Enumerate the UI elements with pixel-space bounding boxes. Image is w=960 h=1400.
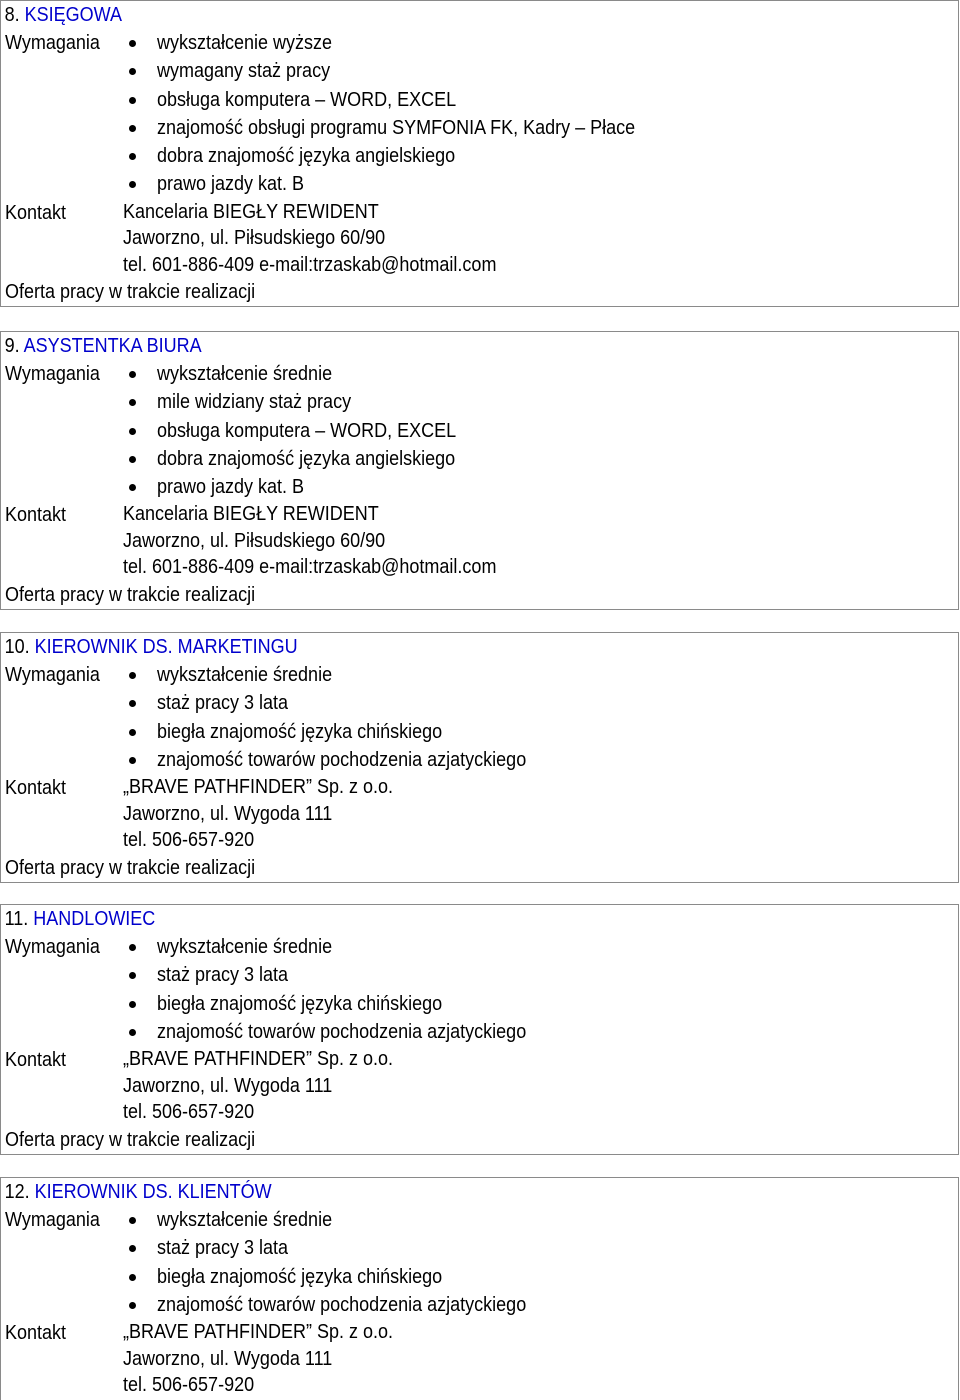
contact-label: Kontakt (5, 201, 67, 224)
bullet-icon (129, 1302, 136, 1309)
offer-number: 8. (4, 4, 20, 26)
requirement-item: znajomość towarów pochodzenia azjatyckiego (123, 746, 567, 774)
bullet-icon (129, 428, 136, 435)
contact-row (1, 774, 958, 854)
contact-company: „BRAVE PATHFINDER” Sp. z o.o. (123, 1048, 394, 1071)
job-offer (0, 632, 959, 883)
contact-phone: tel. 506-657-920 (123, 829, 255, 852)
offer-number: 11. (4, 908, 29, 930)
requirements-row (1, 360, 958, 501)
bullet-icon (129, 700, 136, 707)
job-offer (0, 1177, 959, 1400)
offer-status: Oferta pracy w trakcie realizacji (5, 1128, 256, 1151)
bullet-icon (129, 757, 136, 764)
offer-title (1, 1, 862, 29)
contact-details (123, 199, 538, 279)
requirement-item: dobra znajomość języka angielskiego (123, 445, 489, 473)
contact-phone-email: tel. 601-886-409 e-mail:trzaskab@hotmail.com (123, 556, 497, 579)
requirements-label: Wymagania (5, 363, 100, 385)
offer-number: 12. (4, 1181, 30, 1203)
requirements-row (1, 1206, 958, 1319)
offer-title (1, 1178, 862, 1206)
bullet-icon (129, 97, 136, 104)
requirement-item: prawo jazdy kat. B (123, 473, 489, 501)
requirement-item: dobra znajomość języka angielskiego (123, 142, 688, 170)
requirement-item: wykształcenie średnie (123, 661, 567, 689)
requirements-row (1, 661, 958, 774)
requirements-label: Wymagania (5, 32, 100, 54)
bullet-icon (129, 1274, 136, 1281)
contact-row (1, 199, 958, 279)
bullet-icon (129, 484, 136, 491)
offer-position: KIEROWNIK DS. MARKETINGU (34, 636, 298, 658)
contact-address: Jaworzno, ul. Wygoda 111 (123, 802, 333, 825)
requirement-item: prawo jazdy kat. B (123, 170, 688, 198)
bullet-icon (129, 972, 136, 979)
requirement-item: wykształcenie średnie (123, 933, 567, 961)
contact-address: Jaworzno, ul. Piłsudskiego 60/90 (123, 227, 386, 250)
bullet-icon (129, 1217, 136, 1224)
requirement-item: mile widziany staż pracy (123, 388, 489, 416)
contact-phone: tel. 506-657-920 (123, 1101, 255, 1124)
offer-status: Oferta pracy w trakcie realizacji (5, 281, 256, 304)
bullet-icon (129, 181, 136, 188)
requirement-item: obsługa komputera – WORD, EXCEL (123, 86, 688, 114)
offer-position: KIEROWNIK DS. KLIENTÓW (34, 1181, 272, 1203)
offer-status: Oferta pracy w trakcie realizacji (5, 856, 256, 879)
bullet-icon (129, 944, 136, 951)
contact-label: Kontakt (5, 1049, 67, 1072)
offer-number: 10. (4, 636, 30, 658)
bullet-icon (129, 371, 136, 378)
contact-company: „BRAVE PATHFINDER” Sp. z o.o. (123, 1321, 394, 1344)
contact-label: Kontakt (5, 777, 67, 800)
job-offer (0, 331, 959, 610)
requirements-list (123, 1206, 567, 1319)
requirements-list (123, 360, 489, 501)
requirements-label: Wymagania (5, 1209, 100, 1231)
requirement-item: staż pracy 3 lata (123, 961, 567, 989)
contact-label: Kontakt (5, 1322, 67, 1345)
contact-address: Jaworzno, ul. Piłsudskiego 60/90 (123, 529, 386, 552)
requirement-item: wymagany staż pracy (123, 57, 688, 85)
bullet-icon (129, 672, 136, 679)
offer-number: 9. (4, 335, 20, 357)
requirements-row (1, 29, 958, 199)
bullet-icon (129, 1029, 136, 1036)
contact-row (1, 501, 958, 581)
offer-status: Oferta pracy w trakcie realizacji (5, 583, 256, 606)
bullet-icon (129, 125, 136, 132)
bullet-icon (129, 68, 136, 75)
bullet-icon (129, 729, 136, 736)
requirement-item: znajomość obsługi programu SYMFONIA FK, Kadry – Płace (123, 114, 688, 142)
requirement-item: wykształcenie średnie (123, 360, 489, 388)
requirement-item: znajomość towarów pochodzenia azjatyckiego (123, 1291, 567, 1319)
contact-label: Kontakt (5, 504, 67, 527)
offer-position: HANDLOWIEC (33, 908, 156, 930)
requirement-item: wykształcenie wyższe (123, 29, 688, 57)
bullet-icon (129, 153, 136, 160)
requirement-item: wykształcenie średnie (123, 1206, 567, 1234)
bullet-icon (129, 1001, 136, 1008)
requirement-item: biegła znajomość języka chińskiego (123, 1263, 567, 1291)
contact-address: Jaworzno, ul. Wygoda 111 (123, 1074, 333, 1097)
contact-row (1, 1319, 958, 1399)
contact-company: Kancelaria BIEGŁY REWIDENT (123, 200, 379, 223)
job-offer (0, 904, 959, 1155)
offer-title (1, 633, 862, 661)
offer-title (1, 905, 862, 933)
requirement-item: znajomość towarów pochodzenia azjatyckiego (123, 1018, 567, 1046)
contact-details (123, 1319, 423, 1399)
requirements-label: Wymagania (5, 936, 100, 958)
requirements-row (1, 933, 958, 1046)
contact-row (1, 1046, 958, 1126)
contact-phone: tel. 506-657-920 (123, 1374, 255, 1397)
requirements-list (123, 29, 688, 199)
requirement-item: obsługa komputera – WORD, EXCEL (123, 417, 489, 445)
offer-position: ASYSTENTKA BIURA (23, 335, 202, 357)
requirement-item: biegła znajomość języka chińskiego (123, 990, 567, 1018)
contact-details (123, 774, 423, 854)
bullet-icon (129, 1245, 136, 1252)
contact-details (123, 501, 538, 581)
job-offer (0, 0, 959, 307)
bullet-icon (129, 40, 136, 47)
requirement-item: staż pracy 3 lata (123, 689, 567, 717)
contact-phone-email: tel. 601-886-409 e-mail:trzaskab@hotmail.com (123, 253, 497, 276)
contact-details (123, 1046, 423, 1126)
requirements-list (123, 661, 567, 774)
contact-company: Kancelaria BIEGŁY REWIDENT (123, 503, 379, 526)
contact-company: „BRAVE PATHFINDER” Sp. z o.o. (123, 776, 394, 799)
contact-address: Jaworzno, ul. Wygoda 111 (123, 1347, 333, 1370)
offer-title (1, 332, 862, 360)
requirements-list (123, 933, 567, 1046)
requirement-item: biegła znajomość języka chińskiego (123, 718, 567, 746)
bullet-icon (129, 456, 136, 463)
bullet-icon (129, 399, 136, 406)
offer-position: KSIĘGOWA (24, 4, 122, 26)
requirement-item: staż pracy 3 lata (123, 1234, 567, 1262)
requirements-label: Wymagania (5, 664, 100, 686)
